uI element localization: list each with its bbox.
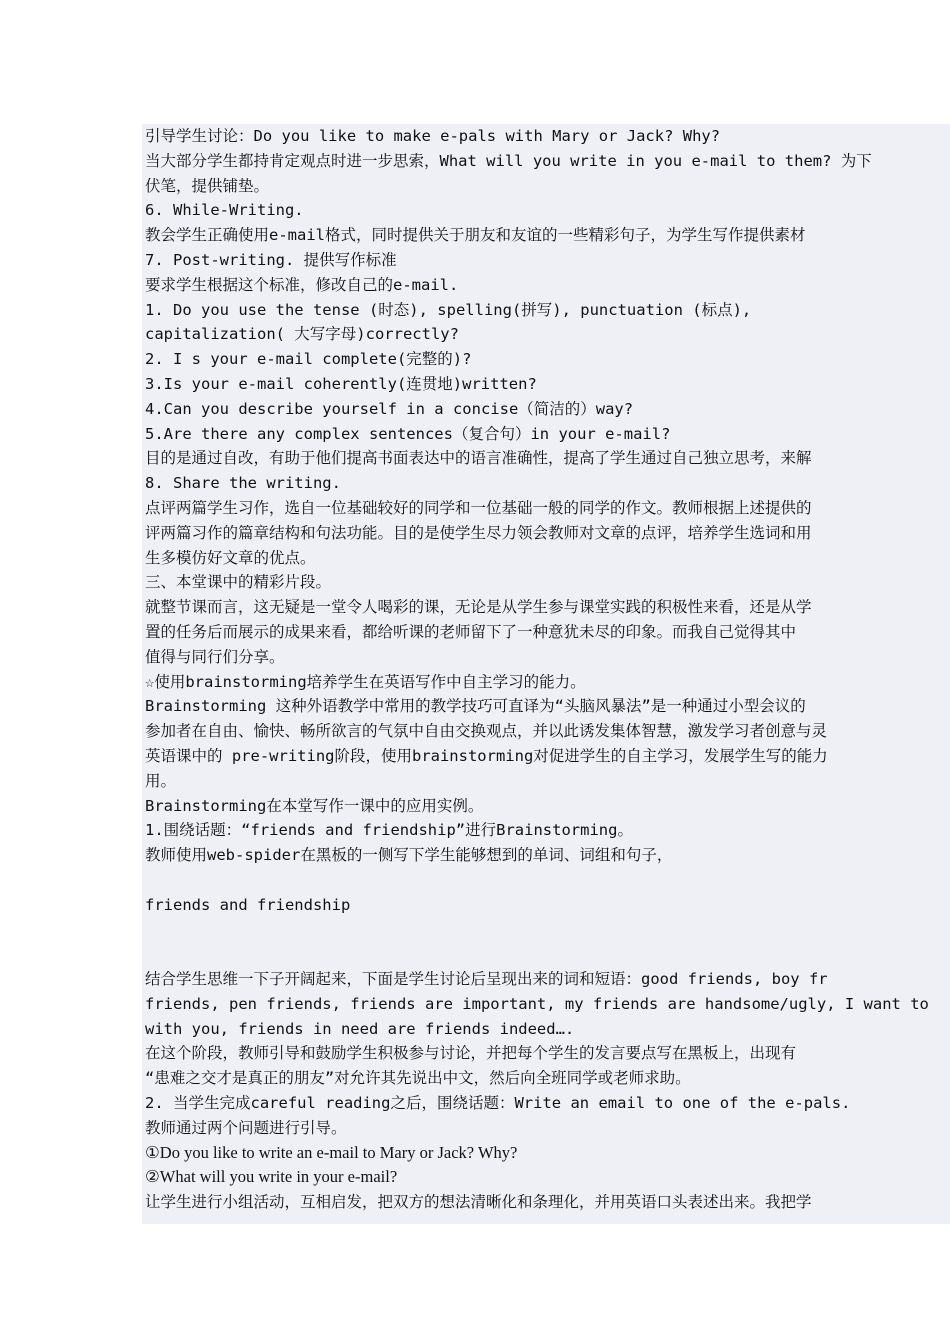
text-line: Brainstorming 这种外语教学中常用的教学技巧可直译为“头脑风暴法”是一种通过小型会议的 (145, 697, 806, 716)
text-line: Brainstorming在本堂写作一课中的应用实例。 (145, 796, 484, 815)
text-line: 评两篇习作的篇章结构和句法功能。目的是使学生尽力领会教师对文章的点评，培养学生选词和用 (145, 523, 812, 542)
document-body (145, 124, 950, 1215)
text-line: 英语课中的 pre-writing阶段，使用brainstorming对促进学生的自主学习，发展学生写的能力 (145, 746, 828, 765)
section-heading: 8. Share the writing. (145, 474, 341, 493)
text-line: “患难之交才是真正的朋友”对允许其先说出中文，然后向全班同学或老师求助。 (145, 1069, 691, 1088)
list-item: 3.Is your e-mail coherently(连贯地)written? (145, 374, 537, 393)
blank-line (145, 942, 950, 967)
text-line: 教师使用web-spider在黑板的一侧写下学生能够想到的单词、词组和句子， (145, 846, 673, 865)
text-line: 教会学生正确使用e-mail格式，同时提供关于朋友和友谊的一些精彩句子，为学生写作提供素材 (145, 226, 806, 245)
text-line: 要求学生根据这个标准，修改自己的e-mail. (145, 275, 459, 294)
text-line: friends, pen friends, friends are important, my friends are handsome/ugly, I want to (145, 994, 929, 1013)
question-item: ②What will you write in your e-mail? (145, 1167, 398, 1187)
text-line: 参加者在自由、愉快、畅所欲言的气氛中自由交换观点，并以此诱发集体智慧，激发学习者创意与灵 (145, 722, 828, 741)
diagram-center-label: friends and friendship (145, 895, 351, 914)
text-line: 让学生进行小组活动，互相启发，把双方的想法清晰化和条理化，并用英语口头表述出来。我把学 (145, 1193, 812, 1212)
section-heading: 三、本堂课中的精彩片段。 (145, 573, 332, 592)
list-item: 2. I s your e-mail complete(完整的)? (145, 350, 472, 369)
text-line: 引导学生讨论：Do you like to make e-pals with Mary or Jack? Why? (145, 127, 721, 145)
list-item: 1. Do you use the tense (时态), spelling(拼写), punctuation (标点), (145, 300, 752, 319)
blank-line (145, 918, 950, 943)
text-line: 在这个阶段，教师引导和鼓励学生积极参与讨论，并把每个学生的发言要点写在黑板上，出现有 (145, 1044, 797, 1063)
text-line: 伏笔，提供铺垫。 (145, 176, 270, 195)
text-line: 目的是通过自改，有助于他们提高书面表达中的语言准确性，提高了学生通过自己独立思考，来解 (145, 449, 812, 468)
text-line: ☆使用brainstorming培养学生在英语写作中自主学习的能力。 (145, 672, 586, 691)
text-line: 2. 当学生完成careful reading之后，围绕话题：Write an email to one of the e-pals. (145, 1094, 851, 1113)
text-line: 置的任务后而展示的成果来看，都给听课的老师留下了一种意犹未尽的印象。而我自己觉得其中 (145, 622, 797, 641)
text-line: 1.围绕话题：“friends and friendship”进行Brainstorming。 (145, 821, 633, 840)
text-line: 教师通过两个问题进行引导。 (145, 1118, 347, 1137)
list-item: 5.Are there any complex sentences（复合句）in your e-mail? (145, 424, 671, 443)
section-heading: 7. Post-writing. 提供写作标准 (145, 250, 397, 269)
text-line: 点评两篇学生习作，选自一位基础较好的同学和一位基础一般的同学的作文。教师根据上述提供的 (145, 498, 812, 517)
question-item: ①Do you like to write an e-mail to Mary or Jack? Why? (145, 1142, 518, 1162)
text-line: 就整节课而言，这无疑是一堂令人喝彩的课，无论是从学生参与课堂实践的积极性来看，还是从学 (145, 598, 812, 617)
text-line: with you, friends in need are friends indeed…. (145, 1019, 575, 1038)
text-line: 生多模仿好文章的优点。 (145, 548, 316, 567)
blank-line (145, 868, 950, 893)
text-line: 用。 (145, 771, 177, 790)
text-line: 当大部分学生都持肯定观点时进一步思索，What will you write in you e-mail to them? 为下 (145, 151, 872, 170)
list-item: 4.Can you describe yourself in a concise（简洁的）way? (145, 399, 634, 418)
text-line: 结合学生思维一下子开阔起来，下面是学生讨论后呈现出来的词和短语：good friends, boy fr (145, 970, 828, 989)
section-heading: 6. While-Writing. (145, 201, 304, 220)
list-item: capitalization( 大写字母)correctly? (145, 325, 459, 344)
text-line: 值得与同行们分享。 (145, 647, 285, 666)
